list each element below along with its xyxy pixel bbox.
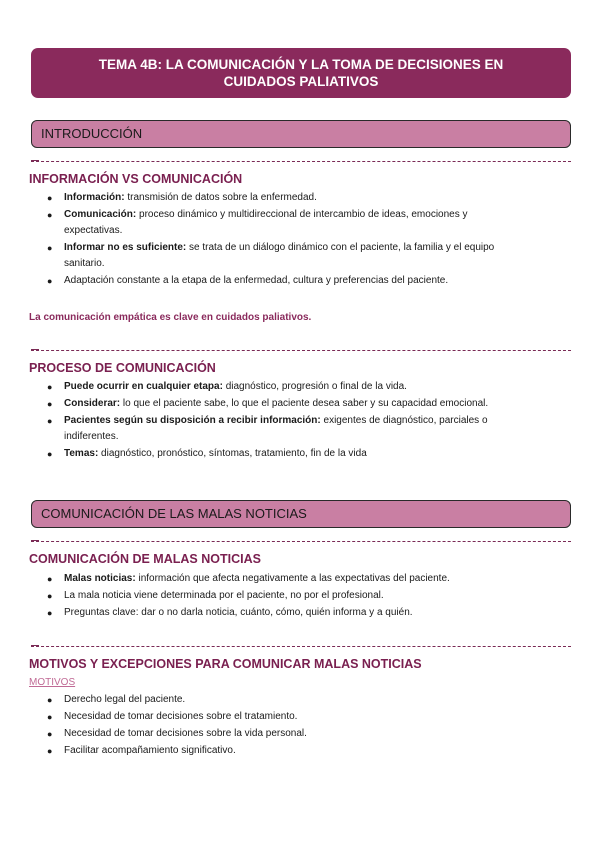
list-motivos [0, 692, 600, 760]
list-item: ● Información: transmisión de datos sobre la enfermedad. [0, 190, 600, 206]
bullet-icon: ● [47, 449, 53, 459]
section-header-introduccion [31, 120, 571, 148]
list-item: ● Preguntas clave: dar o no darla noticia, cuánto, cómo, quién informa y a quién. [0, 605, 600, 621]
bullet-icon: ● [47, 399, 53, 409]
list-item: ● La mala noticia viene determinada por el paciente, no por el profesional. [0, 588, 600, 604]
bullet-icon: ● [47, 382, 53, 392]
bullet-icon: ● [47, 243, 53, 253]
list-item: ● Temas: diagnóstico, pronóstico, síntomas, tratamiento, fin de la vida [0, 446, 600, 462]
bullet-icon: ● [47, 210, 53, 220]
list-proceso-de-comunicacion [0, 379, 600, 463]
document-title-text: TEMA 4B: LA COMUNICACIÓN Y LA TOMA DE DECISIONES EN CUIDADOS PALIATIVOS [98, 57, 504, 89]
section-header-malas-noticias [31, 500, 571, 528]
bullet-icon: ● [47, 276, 53, 286]
list-comunicacion-malas-noticias [0, 571, 600, 622]
bullet-icon: ● [47, 574, 53, 584]
subheading-motivos: MOTIVOS [29, 677, 76, 688]
list-item: ● Derecho legal del paciente. [0, 692, 600, 708]
bullet-icon: ● [47, 695, 53, 705]
divider [31, 161, 571, 162]
list-item: ● Adaptación constante a la etapa de la enfermedad, cultura y preferencias del paciente. [0, 273, 600, 289]
list-item: ● Considerar: lo que el paciente sabe, lo que el paciente desea saber y su capacidad emocional. [0, 396, 600, 412]
bullet-icon: ● [47, 416, 53, 426]
document-title [31, 48, 571, 98]
bullet-icon: ● [47, 729, 53, 739]
list-item: ● Necesidad de tomar decisiones sobre el tratamiento. [0, 709, 600, 725]
list-item: ● Puede ocurrir en cualquier etapa: diagnóstico, progresión o final de la vida. [0, 379, 600, 395]
list-item: ● Necesidad de tomar decisiones sobre la vida personal. [0, 726, 600, 742]
list-item: ● Malas noticias: información que afecta negativamente a las expectativas del paciente. [0, 571, 600, 587]
bullet-icon: ● [47, 746, 53, 756]
divider [31, 350, 571, 351]
divider [31, 646, 571, 647]
section-header-text: INTRODUCCIÓN [41, 126, 143, 141]
section-header-text: COMUNICACIÓN DE LAS MALAS NOTICIAS [41, 506, 307, 521]
heading-motivos-y-excepciones: MOTIVOS Y EXCEPCIONES PARA COMUNICAR MALAS NOTICIAS [29, 657, 422, 671]
bullet-icon: ● [47, 712, 53, 722]
list-item: ● Informar no es suficiente: se trata de un diálogo dinámico con el paciente, la familia y el equipo sanitario. [47, 242, 495, 269]
bullet-icon: ● [47, 608, 53, 618]
bullet-icon: ● [47, 591, 53, 601]
heading-informacion-vs-comunicacion: INFORMACIÓN VS COMUNICACIÓN [29, 172, 243, 186]
bullet-icon: ● [47, 193, 53, 203]
list-item: ● Pacientes según su disposición a recibir información: exigentes de diagnóstico, parciales o indiferentes. [47, 415, 488, 442]
list-informacion-vs-comunicacion [0, 190, 600, 290]
heading-proceso-de-comunicacion: PROCESO DE COMUNICACIÓN [29, 361, 216, 375]
heading-comunicacion-malas-noticias: COMUNICACIÓN DE MALAS NOTICIAS [29, 552, 261, 566]
key-statement: La comunicación empática es clave en cuidados paliativos. [29, 312, 312, 323]
list-item: ● Comunicación: proceso dinámico y multidireccional de intercambio de ideas, emociones y expectativas. [47, 209, 468, 236]
divider [31, 541, 571, 542]
list-item: ● Facilitar acompañamiento significativo. [0, 743, 600, 759]
